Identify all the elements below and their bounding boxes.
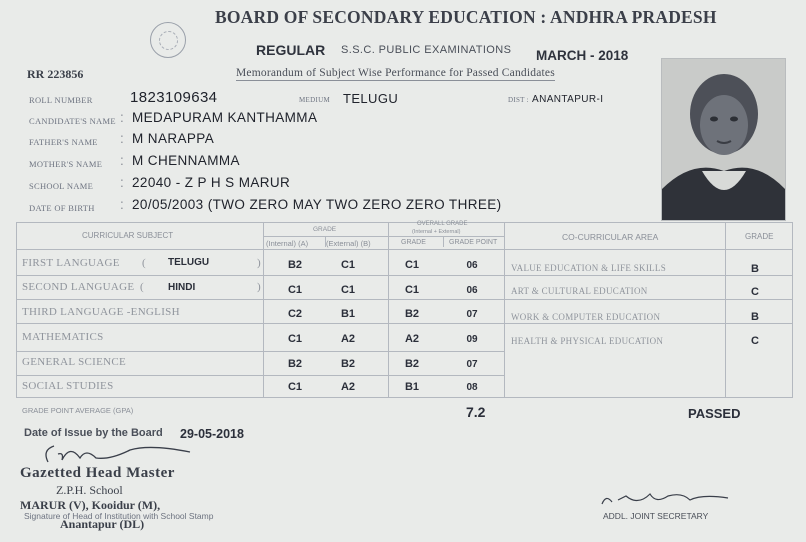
- internal-grade: C2: [287, 308, 303, 320]
- father-value: M NARAPPA: [132, 131, 215, 146]
- subject-name: GENERAL SCIENCE: [22, 356, 127, 368]
- header-co-grade: GRADE: [745, 232, 774, 241]
- internal-grade: C1: [287, 284, 303, 296]
- medium-label: MEDIUM: [299, 96, 330, 104]
- stamp-line-2: Z.P.H. School: [56, 483, 123, 497]
- mother-value: M CHENNAMMA: [132, 153, 240, 168]
- header-co-curricular: CO-CURRICULAR AREA: [562, 232, 659, 242]
- grade-point: 06: [466, 260, 478, 271]
- header-overall-grade: GRADE: [401, 239, 426, 246]
- gpa-value: 7.2: [466, 404, 486, 420]
- internal-grade: C1: [287, 333, 303, 345]
- co-curricular-area: WORK & COMPUTER EDUCATION: [511, 312, 661, 322]
- overall-grade: B2: [404, 358, 420, 370]
- dist-label: DIST :: [508, 96, 529, 104]
- co-curricular-grade: C: [751, 286, 759, 298]
- stamp-line-1: Gazetted Head Master: [20, 465, 175, 481]
- name-label: CANDIDATE'S NAME: [29, 116, 116, 126]
- subject-name: FIRST LANGUAGE: [22, 257, 120, 269]
- subject-name: THIRD LANGUAGE -ENGLISH: [22, 306, 180, 318]
- official-title: ADDL. JOINT SECRETARY: [603, 511, 709, 521]
- signature-caption: Signature of Head of Institution with School Stamp: [24, 511, 214, 521]
- header-grade: GRADE: [313, 226, 337, 233]
- external-grade: C1: [340, 259, 356, 271]
- secretary-signature-icon: [598, 488, 738, 512]
- exam-type: REGULAR: [256, 42, 326, 58]
- external-grade: A2: [340, 333, 356, 345]
- subject-paren-open: (: [142, 257, 146, 269]
- dob-value: 20/05/2003 (TWO ZERO MAY TWO ZERO ZERO THREE): [132, 197, 502, 212]
- grade-point: 07: [466, 309, 478, 320]
- overall-grade: C1: [404, 259, 420, 271]
- board-emblem-icon: [150, 22, 186, 58]
- subject-paren-close: ): [257, 281, 261, 293]
- name-value: MEDAPURAM KANTHAMMA: [132, 110, 318, 125]
- exam-name: S.S.C. PUBLIC EXAMINATIONS: [341, 44, 512, 56]
- co-curricular-grade: B: [751, 311, 759, 323]
- gpa-label: GRADE POINT AVERAGE (GPA): [22, 406, 134, 415]
- memo-title: Memorandum of Subject Wise Performance for Passed Candidates: [236, 67, 555, 79]
- header-external: (External) (B): [326, 239, 371, 248]
- mother-label: MOTHER'S NAME: [29, 159, 103, 169]
- external-grade: C1: [340, 284, 356, 296]
- grade-point: 07: [466, 359, 478, 370]
- header-curricular: CURRICULAR SUBJECT: [82, 231, 174, 240]
- subject-language: HINDI: [168, 282, 196, 293]
- father-label: FATHER'S NAME: [29, 137, 98, 147]
- co-curricular-area: ART & CULTURAL EDUCATION: [511, 286, 648, 296]
- overall-grade: C1: [404, 284, 420, 296]
- external-grade: A2: [340, 381, 356, 393]
- mother-colon: :: [120, 153, 125, 168]
- internal-grade: B2: [287, 259, 303, 271]
- result-status: PASSED: [688, 406, 741, 421]
- header-overall: OVERALL GRADE: [417, 221, 468, 227]
- grade-point: 09: [466, 334, 478, 345]
- dist-value: ANANTAPUR-I: [532, 94, 604, 105]
- stamp-line-4: Anantapur (DL): [60, 517, 145, 531]
- subject-name: SOCIAL STUDIES: [22, 380, 114, 392]
- dob-label: DATE OF BIRTH: [29, 203, 95, 213]
- subject-name: MATHEMATICS: [22, 331, 104, 343]
- header-grade-point: GRADE POINT: [449, 239, 498, 246]
- external-grade: B1: [340, 308, 356, 320]
- school-value: 22040 - Z P H S MARUR: [132, 175, 291, 190]
- roll-value: 1823109634: [130, 89, 218, 106]
- father-colon: :: [120, 131, 125, 146]
- roll-label: ROLL NUMBER: [29, 95, 93, 105]
- subject-paren-close: ): [257, 257, 261, 269]
- grade-point: 06: [466, 285, 478, 296]
- candidate-photo: [661, 58, 786, 221]
- internal-grade: B2: [287, 358, 303, 370]
- co-curricular-area: VALUE EDUCATION & LIFE SKILLS: [511, 263, 667, 273]
- subject-name: SECOND LANGUAGE: [22, 281, 135, 293]
- exam-month: MARCH - 2018: [536, 48, 629, 63]
- candidate-portrait-icon: [662, 59, 785, 220]
- medium-value: TELUGU: [343, 91, 399, 106]
- issue-date-label: Date of Issue by the Board: [24, 427, 163, 439]
- school-label: SCHOOL NAME: [29, 181, 94, 191]
- school-colon: :: [120, 175, 125, 190]
- header-internal: (Internal) (A): [266, 239, 309, 248]
- board-title: BOARD OF SECONDARY EDUCATION : ANDHRA PRADESH: [215, 7, 717, 27]
- header-overall-sub: (Internal + External): [412, 229, 461, 235]
- co-curricular-grade: B: [751, 263, 759, 275]
- overall-grade: B2: [404, 308, 420, 320]
- serial-number: RR 223856: [27, 67, 84, 81]
- co-curricular-grade: C: [751, 335, 759, 347]
- external-grade: B2: [340, 358, 356, 370]
- dob-colon: :: [120, 197, 125, 212]
- subject-language: TELUGU: [168, 257, 210, 268]
- internal-grade: C1: [287, 381, 303, 393]
- stamp-line-3: MARUR (V), Kooidur (M),: [20, 498, 161, 512]
- issue-date-value: 29-05-2018: [180, 427, 244, 441]
- co-curricular-area: HEALTH & PHYSICAL EDUCATION: [511, 336, 664, 346]
- overall-grade: A2: [404, 333, 420, 345]
- overall-grade: B1: [404, 381, 420, 393]
- name-colon: :: [120, 110, 125, 125]
- subject-paren-open: (: [140, 281, 144, 293]
- grade-point: 08: [466, 382, 478, 393]
